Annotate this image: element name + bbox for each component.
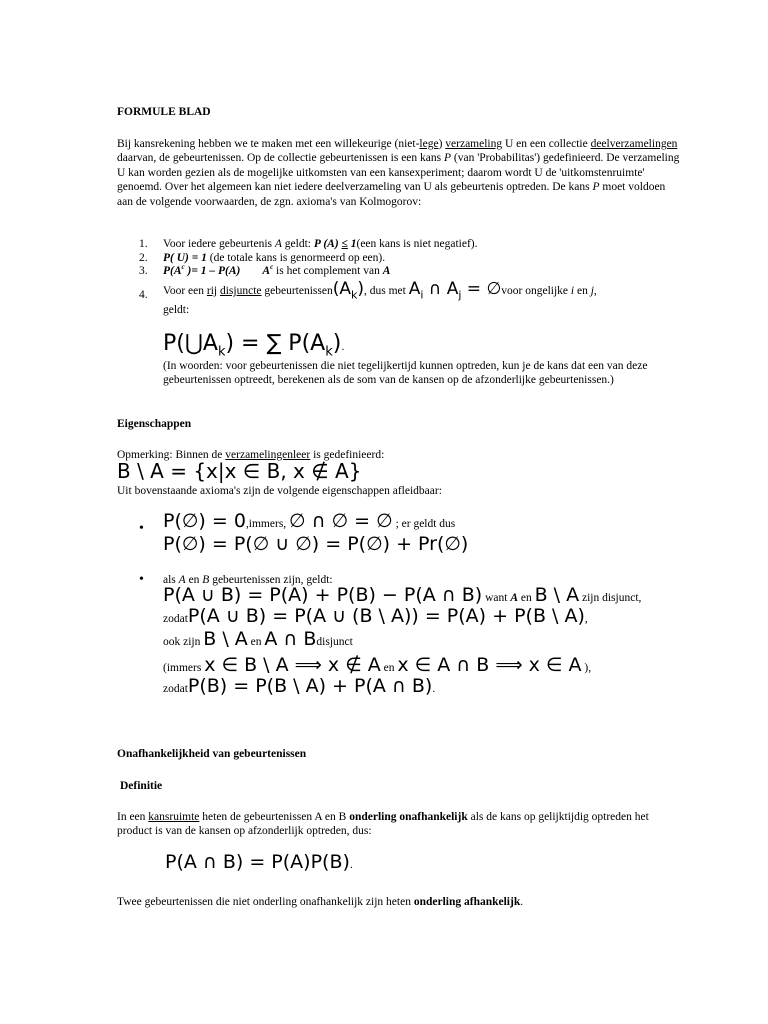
intro-text: ) [438, 138, 446, 150]
subheading-definitie: Definitie [120, 780, 163, 792]
bullet-1-line-1 [163, 510, 455, 534]
eigenschappen-text: zodat [163, 613, 188, 625]
axiom-text: Voor iedere gebeurtenis [163, 238, 275, 250]
intro-text: daarvan, de gebeurtenissen. Op de collectie gebeurtenissen is een kans [117, 152, 444, 165]
axiom-text: c [270, 263, 274, 272]
eigenschappen-text: ; er geldt dus [395, 518, 456, 530]
section-heading-onafhankelijkheid: Onafhankelijkheid van gebeurtenissen [117, 748, 307, 760]
axiom-text: (A [332, 279, 351, 299]
eigenschappen-text: P(B) = P(B \ A) + P(A ∩ B) [187, 675, 433, 697]
axiom-4-note: (In woorden: voor gebeurtenissen die niet tegelijkertijd kunnen optreden, kun je de kans dat een van deze gebeurtenissen optreedt, berekenen als de som van de kansen op de afzonderlijke gebeurtenissen.) [163, 360, 648, 387]
eigenschappen-text: , [584, 613, 588, 625]
eigenschappen-text: ∅ ∩ ∅ = ∅ [289, 510, 393, 532]
axiom-3 [163, 264, 390, 278]
bullet-2-line-5 [163, 675, 435, 699]
intro-paragraph [117, 137, 682, 209]
eigenschappen-text: ook zijn [163, 636, 201, 648]
link-disjuncte[interactable]: disjuncte [219, 285, 262, 297]
eigenschappen-text: A [178, 574, 186, 586]
formula-independence [165, 851, 353, 875]
eigenschappen-text: gebeurtenissen zijn, geldt: [209, 574, 333, 586]
axiom-text: i [570, 285, 575, 297]
eigenschappen-text: A ∩ B [264, 628, 317, 650]
eigenschappen-text: zijn disjunct, [581, 592, 642, 604]
axiom-text: A [274, 238, 282, 250]
axiom-text: A [382, 265, 391, 277]
axiom-text: c [181, 263, 185, 272]
eigenschappen-text: Opmerking: Binnen de [117, 449, 226, 461]
onafh-text: heten de gebeurtenissen A en B [199, 811, 350, 823]
axiom-text: , [593, 285, 597, 297]
eigenschappen-text: disjunct [316, 636, 353, 648]
link-rij[interactable]: rij [206, 285, 218, 297]
eigenschappen-text: en [517, 592, 532, 604]
intro-text: U en een collectie [502, 138, 588, 150]
axiom-4 [163, 279, 597, 302]
axiom-text: ≤ [341, 238, 348, 250]
onafh-text: als de kans op gelijktijdig optreden het product is van de kansen op afzonderlijk optreden, dus: [117, 811, 649, 838]
eigenschappen-text: P(∅) = 0 [163, 510, 246, 532]
axiom-text: k [325, 344, 333, 360]
axiom-text: j [590, 285, 594, 297]
onafh-text: onderling afhankelijk [413, 896, 521, 908]
onafh-text: . [349, 860, 354, 871]
formula-set-difference: B \ A = {x|x ∈ B, x ∉ A} [117, 459, 362, 483]
formula-disjoint [408, 279, 502, 302]
eigenschappen-text: . [432, 683, 436, 695]
axiom-text: P( U) = 1 [163, 252, 207, 264]
axiom-text: Voor een [163, 285, 207, 297]
section-heading-eigenschappen: Eigenschappen [117, 418, 192, 430]
intro-text: Bij kansrekening hebben we te maken met een willekeurige (niet- [117, 138, 420, 150]
link-verzamelingenleer[interactable]: verzamelingenleer [225, 449, 311, 461]
intro-text: P [444, 152, 452, 165]
eigenschappen-text: A [510, 592, 518, 604]
axiom-text: k [351, 288, 358, 302]
axiom-number: 1. [139, 238, 148, 250]
eigenschappen-text: en [383, 662, 395, 674]
axiom-text: , dus met [364, 285, 406, 297]
axiom-text: A [262, 265, 271, 277]
bullet-icon: • [139, 572, 144, 587]
axiom-text: )= 1 – P(A) [184, 265, 241, 277]
axiom-text: ∩ A [423, 279, 459, 299]
axiom-text: ) = ∑ P(A [225, 331, 326, 356]
bullet-icon: • [139, 521, 144, 536]
axiom-text: = ∅ [461, 279, 502, 299]
link-kansruimte[interactable]: kansruimte [148, 811, 200, 823]
eigenschappen-text: want [485, 592, 511, 604]
axiom-text: en [574, 285, 591, 297]
bullet-2-line-3 [163, 628, 353, 652]
eigenschappen-text: B \ A [203, 628, 248, 650]
formula-empty-set: P(∅) = P(∅ ∪ ∅) = P(∅) + Pr(∅) [163, 533, 469, 555]
axiom-text: i [420, 288, 424, 302]
intro-text: (van 'Probabilitas') gedefinieerd. De verzameling U kan worden gezien als de mogelijke uitkomsten van een kansexperiment; daarom wordt U de 'uitkomstenruimte' genoemd. Over het algemeen kan niet iedere deelverzameling van U als gebeurtenis optreden. De kans [117, 152, 680, 194]
axiom-4-geldt: geldt: [163, 304, 190, 316]
eigenschappen-text: P(A ∪ B) = P(A) + P(B) − P(A ∩ B) [163, 584, 483, 606]
eigenschappen-text: als [163, 574, 179, 586]
intro-text: moet voldoen aan de volgende voorwaarden, de zgn. axioma's van Kolmogorov: [117, 181, 666, 208]
formula-sum-additivity [163, 330, 345, 361]
axiom-number: 3. [139, 265, 148, 277]
uit-line: Uit bovenstaande axioma's zijn de volgende eigenschappen afleidbaar: [117, 485, 442, 497]
bullet-2-line-2 [163, 605, 588, 629]
onafh-text: In een [117, 811, 149, 823]
axiom-text: ) [332, 331, 342, 356]
eigenschappen-text: ), [584, 662, 592, 674]
axiom-text: ) [357, 279, 365, 299]
axiom-text: voor ongelijke [501, 285, 571, 297]
eigenschappen-text: (immers [163, 662, 202, 674]
link-verzameling[interactable]: verzameling [445, 138, 503, 150]
formula-ak [332, 279, 365, 302]
definition-paragraph [117, 810, 677, 839]
eigenschappen-text: B \ A [534, 584, 580, 606]
eigenschappen-text: en [250, 636, 262, 648]
eigenschappen-text: is gedefinieerd: [310, 449, 385, 461]
axiom-number: 2. [139, 252, 148, 264]
onafh-text: P(A ∩ B) = P(A)P(B) [165, 851, 350, 873]
axiom-text: . [341, 342, 345, 353]
eigenschappen-text: x ∈ B \ A ⟹ x ∉ A [204, 654, 381, 676]
axiom-text: j [458, 288, 462, 302]
eigenschappen-text: P(A ∪ B) = P(A ∪ (B \ A)) = P(A) + P(B \ A) [187, 605, 585, 627]
eigenschappen-text: zodat [163, 683, 188, 695]
axiom-text: A [408, 279, 421, 299]
link-lege[interactable]: lege [419, 138, 439, 150]
axiom-text: gebeurtenissen [261, 285, 333, 297]
eigenschappen-text: en [185, 574, 203, 586]
dependence-line [117, 895, 523, 909]
axiom-text: geldt: [281, 238, 314, 250]
eigenschappen-text: x ∈ A ∩ B ⟹ x ∈ A [397, 654, 582, 676]
eigenschappen-text: B [202, 574, 210, 586]
onafh-text: onderling onafhankelijk [349, 811, 468, 823]
axiom-number: 4. [139, 289, 148, 301]
onafh-text: Twee gebeurtenissen die niet onderling onafhankelijk zijn heten [117, 896, 414, 908]
intro-text: P [592, 181, 600, 194]
eigenschappen-text: ,immers, [245, 518, 287, 530]
onafh-text: . [520, 896, 524, 908]
axiom-text: 1 [347, 238, 357, 250]
axiom-text: (een kans is niet negatief). [356, 238, 478, 250]
axiom-text: k [217, 344, 226, 360]
axiom-text: is het complement van [273, 265, 383, 277]
axiom-text: P(⋃A [163, 331, 218, 356]
link-deelverzamelingen[interactable]: deelverzamelingen [590, 138, 678, 150]
axiom-text: (de totale kans is genormeerd op een). [206, 252, 386, 264]
page-title: FORMULE BLAD [117, 106, 211, 118]
axiom-1 [163, 237, 478, 251]
axiom-text: P(A [163, 265, 182, 277]
axiom-text: P (A) [313, 238, 342, 250]
